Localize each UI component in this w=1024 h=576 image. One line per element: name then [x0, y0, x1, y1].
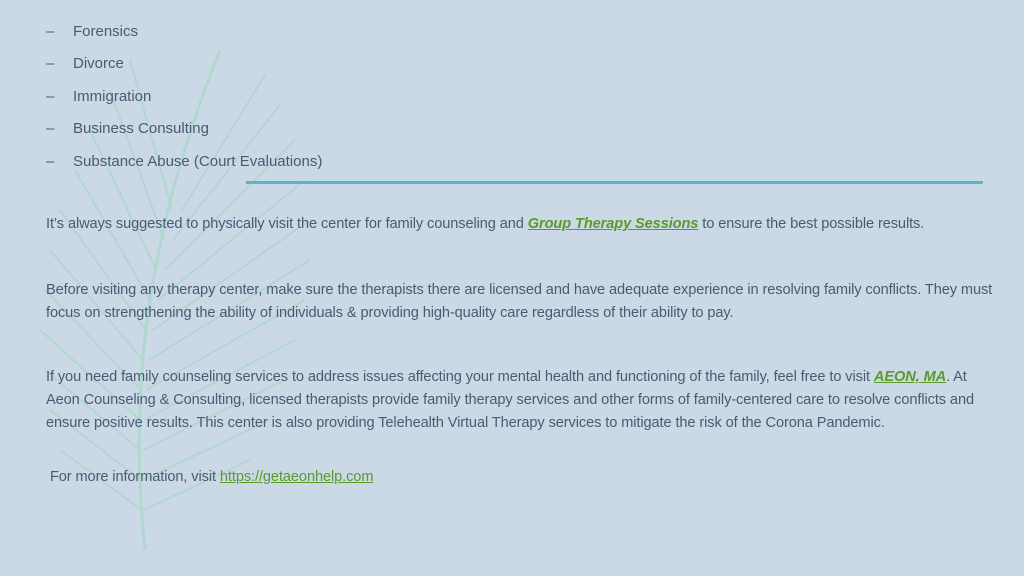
list-item-label: Business Consulting	[73, 120, 209, 138]
paragraph-text: Before visiting any therapy center, make sure the therapists there are licensed and have adequate experience in resolving family conflicts. They must focus on strengthening the ability of individuals & providing high-quality care regardless of their ability to pay.	[46, 282, 993, 321]
paragraph-more-info	[46, 466, 1001, 489]
list-item-label: Divorce	[73, 55, 124, 73]
list-dash: –	[46, 55, 55, 73]
paragraph-text: For more information, visit	[46, 469, 220, 485]
website-link[interactable]: https://getaeonhelp.com	[219, 469, 374, 485]
paragraph-licensed-therapists	[46, 279, 1001, 325]
list-item-label: Forensics	[73, 23, 139, 40]
list-item	[46, 20, 322, 52]
service-list	[46, 20, 322, 182]
list-item	[46, 85, 322, 117]
group-therapy-link[interactable]: Group Therapy Sessions	[527, 216, 699, 232]
list-item	[46, 117, 322, 149]
list-item-label: Substance Abuse (Court Evaluations)	[73, 152, 323, 170]
list-item-label: Immigration	[73, 87, 152, 105]
list-dash: –	[46, 23, 55, 40]
paragraph-text: to ensure the best possible results.	[698, 216, 925, 232]
list-item	[46, 150, 322, 182]
aeon-ma-link[interactable]: AEON, MA	[873, 369, 947, 385]
paragraph-text: . At Aeon Counseling & Consulting, licensed therapists provide family therapy services and other forms of family-centered care to resolve conflicts and ensure positive results. This center is also providing Telehealth Virtual Therapy services to mitigate the risk of the Corona Pandemic.	[46, 369, 974, 431]
paragraph-text: If you need family counseling services to address issues affecting your mental health and functioning of the family, feel free to visit	[46, 369, 874, 385]
list-dash: –	[46, 152, 55, 170]
list-item	[46, 52, 322, 84]
paragraph-text: It’s always suggested to physically visit the center for family counseling and	[46, 216, 528, 232]
paragraph-aeon-services	[46, 366, 1001, 435]
list-dash: –	[46, 87, 55, 105]
paragraph-visit-center	[46, 213, 1001, 236]
section-divider	[246, 181, 983, 184]
list-dash: –	[46, 120, 55, 138]
